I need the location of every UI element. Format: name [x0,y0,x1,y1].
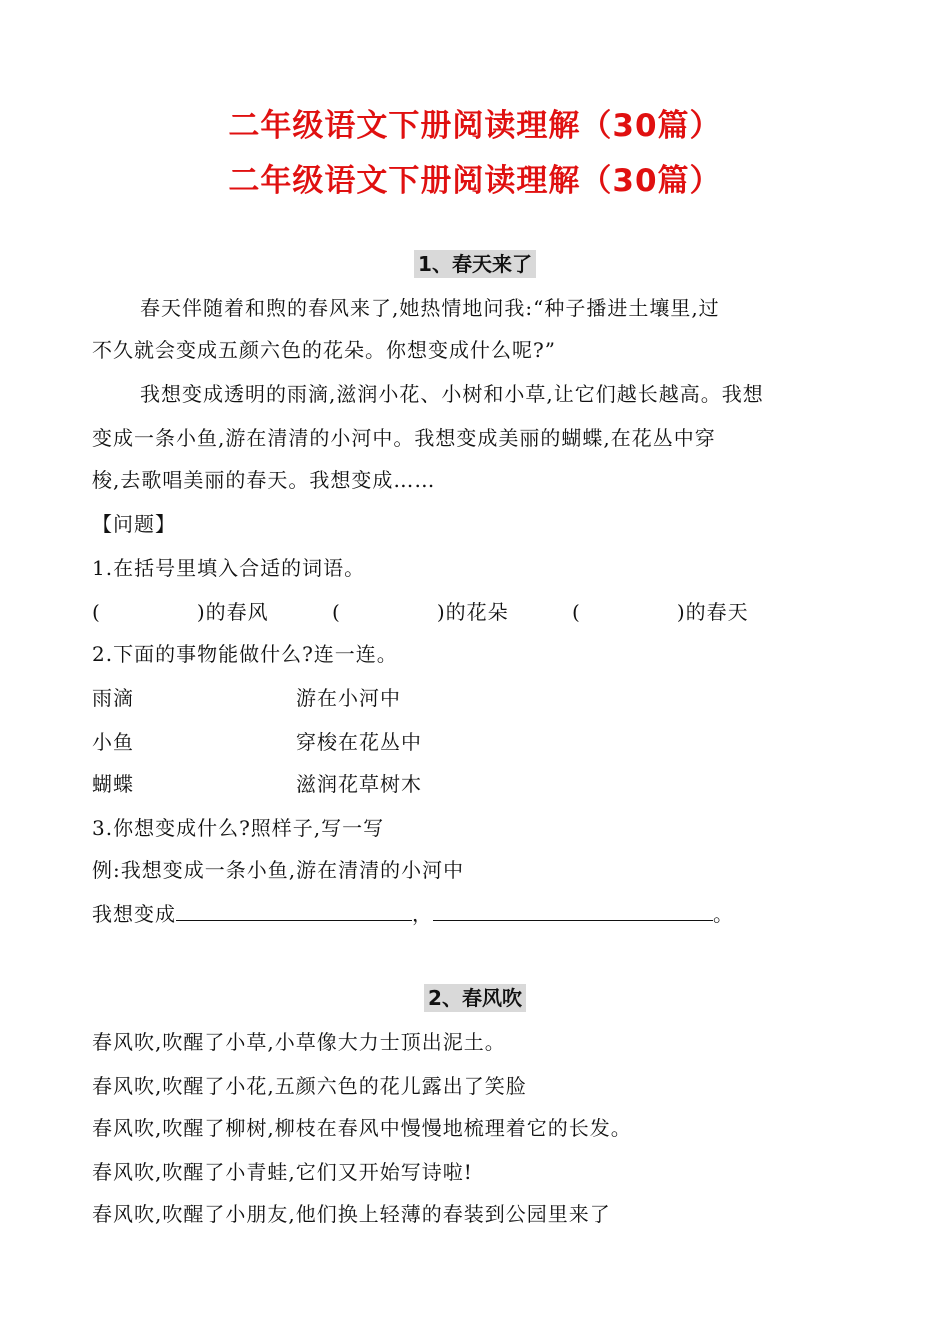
answer-comma: ， [412,902,433,926]
poem-line-4: 春风吹,吹醒了小青蛙,它们又开始写诗啦! [92,1160,473,1184]
match-left-2: 小鱼 [92,730,134,754]
q1-open-paren: ( [572,600,581,624]
paragraph-1-line-2: 不久就会变成五颜六色的花朵。你想变成什么呢?” [92,338,556,362]
match-right-3: 滋润花草树木 [296,772,422,796]
poem-line-3: 春风吹,吹醒了柳树,柳枝在春风中慢慢地梳理着它的长发。 [92,1116,632,1140]
poem-line-5: 春风吹,吹醒了小朋友,他们换上轻薄的春装到公园里来了 [92,1202,611,1226]
answer-line [92,898,734,927]
paragraph-1-line-1: 春天伴随着和煦的春风来了,她热情地问我:“种子播进土壤里,过 [140,296,720,320]
poem-line-2: 春风吹,吹醒了小花,五颜六色的花儿露出了笑脸 [92,1074,527,1098]
section-2-heading [0,982,950,1011]
q1-open-paren: ( [332,600,341,624]
document-title-repeat: 二年级语文下册阅读理解（30篇） [228,163,722,199]
paragraph-2-line-1: 我想变成透明的雨滴,滋润小花、小树和小草,让它们越长越高。我想 [140,382,764,406]
paragraph-2-line-2: 变成一条小鱼,游在清清的小河中。我想变成美丽的蝴蝶,在花丛中穿 [92,426,716,450]
example-sentence: 例:我想变成一条小鱼,游在清清的小河中 [92,858,465,882]
answer-blank-1 [176,908,412,921]
section-1-heading-text: 1、春天来了 [414,250,536,278]
q1-close-text: )的花朵 [436,600,509,624]
q1-close-text: )的春天 [676,600,749,624]
question-3: 3.你想变成什么?照样子,写一写 [92,816,385,840]
document-title: 二年级语文下册阅读理解（30篇） [228,108,722,144]
match-right-2: 穿梭在花丛中 [296,730,422,754]
q1-blank-3 [572,596,749,625]
q1-blank-1 [92,596,269,625]
questions-label: 【问题】 [92,512,176,536]
question-1: 1.在括号里填入合适的词语。 [92,556,366,580]
section-1-heading [0,248,950,277]
q1-open-paren: ( [92,600,101,624]
match-right-1: 游在小河中 [296,686,401,710]
answer-blank-2 [433,908,713,921]
answer-end: 。 [713,902,734,926]
match-left-3: 蝴蝶 [92,772,134,796]
q1-blank-2 [332,596,509,625]
q1-close-text: )的春风 [196,600,269,624]
question-2: 2.下面的事物能做什么?连一连。 [92,642,398,666]
section-2-heading-text: 2、春风吹 [424,984,526,1012]
match-left-1: 雨滴 [92,686,134,710]
paragraph-2-line-3: 梭,去歌唱美丽的春天。我想变成…… [92,468,436,492]
answer-prefix: 我想变成 [92,902,176,926]
poem-line-1: 春风吹,吹醒了小草,小草像大力士顶出泥土。 [92,1030,506,1054]
